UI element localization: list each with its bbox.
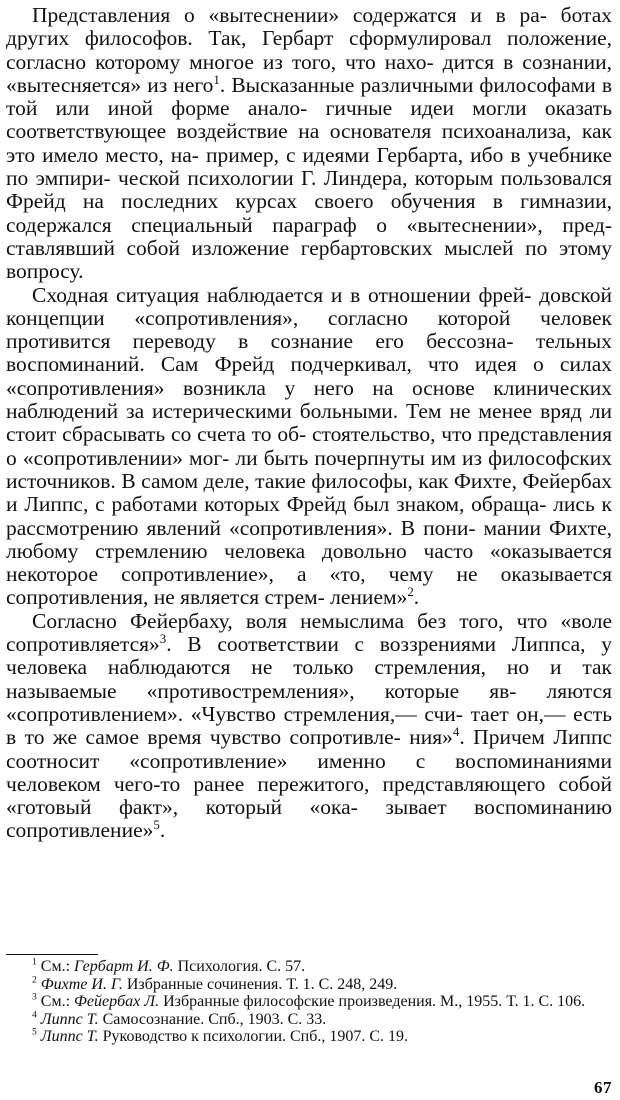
footnote-ref-5: 5 (153, 818, 160, 833)
paragraph-2: Сходная ситуация наблюдается и в отношении фрей- довской концепции «сопротивления», согласно которой человек противится переводу в сознание его бессозна- тельных воспоминаний. Сам Фрейд подчеркивал, что идея о силах «сопротивления» возникла у него на основе клинических наблюдений за истерическими больными. Тем не менее вряд ли стоит сбрасывать со счета то об- стоятельство, что представления о «сопротивлении» мог- ли быть почерпнуты им из философских источников. В самом деле, такие философы, как Фихте, Фейербах и Липпс, с работами которых Фрейд был знаком, обраща- лись к рассмотрению явлений «сопротивления». В пони- мании Фихте, любому стремлению человека довольно часто «оказывается некоторое сопротивление», а «то, чему не оказывается сопротивления, не является стрем- лением»$^2$. (6, 282, 613, 610)
paragraph-1: Представления о «вытеснении» содержатся и в ра- ботах других философов. Так, Гербарт сформулировал положение, согласно которому многое из того, что нахо- дится в сознании, «вытесняется» из него$^1$. Высказанные различными философами в той или иной форме анало- гичные идеи могли оказать соответствующее воздействие на основателя психоанализа, как это имело место, на- пример, с идеями Гербарта, ибо в учебнике по эмпири- ческой психологии Г. Линдера, которым пользовался Фрейд на последних курсах своего обучения в гимназии, содержался специальный параграф о «вытеснении», пред- ставлявший собой изложение гербартовских мыслей по этому вопросу. (6, 3, 613, 284)
footnote-ref-4: 4 (452, 725, 460, 740)
page-number: 67 (594, 1078, 612, 1097)
footnote-2: $^2$ Фихте И. Г. Избранные сочинения. Т. 1. С. 248, 249. (32, 974, 398, 993)
footnote-ref-1: 1 (213, 72, 220, 87)
footnote-5: $^5$ Липпс Т. Руководство к психологии. Спб., 1907. С. 19. (32, 1027, 409, 1046)
footnote-3: $^3$ См.: Фейербах Л. Избранные философские произведения. М., 1955. Т. 1. С. 106. (32, 991, 586, 1011)
footnote-ref-3: 3 (159, 631, 167, 646)
footnotes (6, 958, 612, 1046)
main-text (6, 4, 612, 843)
footnote-4: $^4$ Липпс Т. Самосознание. Спб., 1903. С. 33. (32, 1009, 327, 1028)
footnote-divider (6, 954, 98, 955)
footnote-1: $^1$ См.: Гербарт И. Ф. Психология. С. 57. (32, 956, 306, 975)
footnote-ref-2: 2 (407, 585, 414, 600)
paragraph-3: Согласно Фейербаху, воля немыслима без того, что «воле сопротивляется»$^3$. В соответствии с воззрениями Липпса, у человека наблюдаются не только стремления, но и так называемые «противостремления», которые яв- ляются «сопротивлением». «Чувство стремления,— счи- тает он,— есть в то же самое время чувство сопротивле- ния»$^4$. Причем Липпс соотносит «сопротивление» именно с воспоминаниями человеком чего-то ранее пережитого, представляющего собой «готовый факт», который «ока- зывает воспоминанию сопротивление»$^5$. (6, 608, 613, 843)
